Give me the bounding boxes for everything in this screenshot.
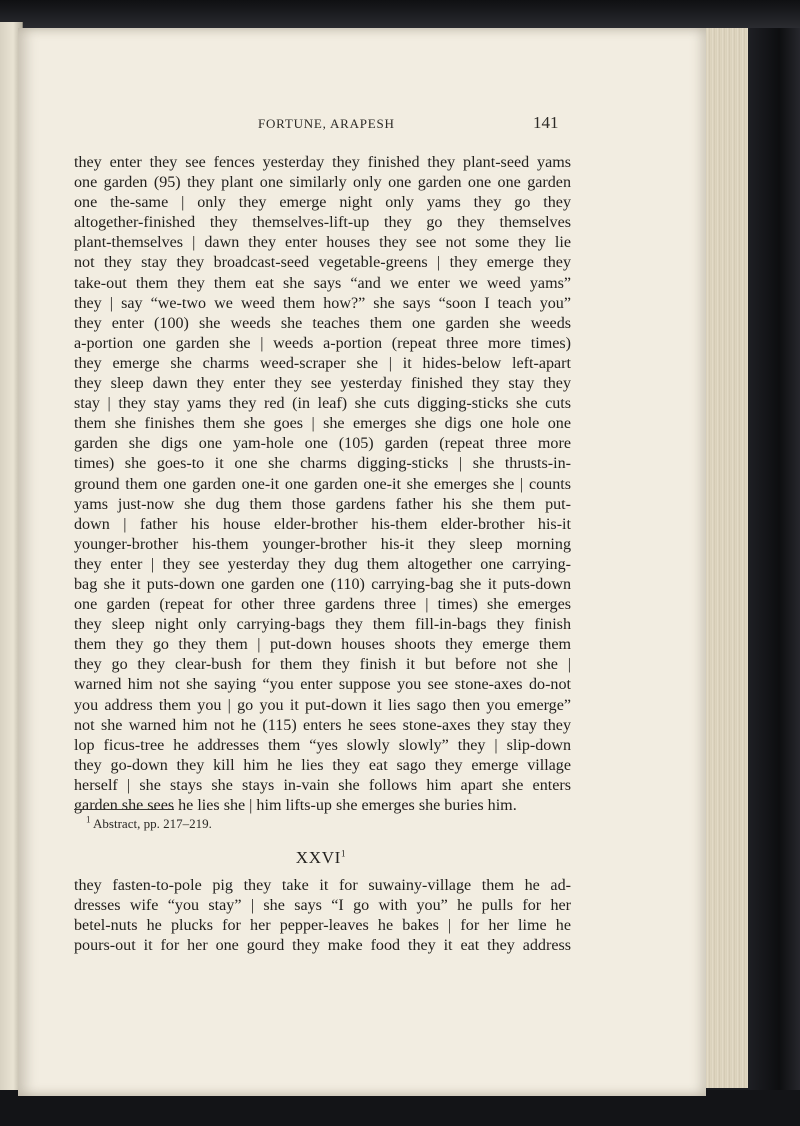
- text-line: one garden (repeat for other three gardens three | times) she emerges: [74, 596, 571, 614]
- text-line: times) she goes-to it one she charms digging-sticks | she thrusts-in-: [74, 455, 571, 473]
- text-line: they go-down they kill him he lies they eat sago they emerge village: [74, 756, 571, 774]
- section-heading-footnote-marker: 1: [341, 848, 347, 859]
- text-line: they go they clear-bush for them they finish it but before not she |: [74, 656, 571, 674]
- section-text-block: [74, 876, 571, 956]
- section-text-line: they fasten-to-pole pig they take it for suwainy-village them he ad-: [74, 877, 571, 894]
- text-line: down | father his house elder-brother his-them elder-brother his-it: [74, 515, 571, 533]
- text-line: they sleep dawn they enter they see yesterday finished they stay they: [74, 375, 571, 393]
- text-line: herself | she stays she stays in-vain she follows him apart she enters: [74, 776, 571, 794]
- section-text-line: pours-out it for her one gourd they make food they it eat they address: [74, 937, 571, 955]
- text-line: plant-themselves | dawn they enter houses they see not some they lie: [74, 234, 571, 252]
- footnote-divider: [74, 809, 174, 810]
- page-number: 141: [533, 113, 559, 132]
- section-text-line: dresses wife “you stay” | she says “I go with you” he pulls for her: [74, 897, 571, 915]
- text-line: younger-brother his-them younger-brother his-it they sleep morning: [74, 535, 571, 553]
- book-cover-edge: [748, 28, 800, 1098]
- text-line: stay | they stay yams they red (in leaf) she cuts digging-sticks she cuts: [74, 395, 571, 413]
- text-line: you address them you | go you it put-down it lies sago then you emerge”: [74, 696, 571, 714]
- text-line: they | say “we-two we weed them how?” she says “soon I teach you”: [74, 294, 571, 312]
- text-line: bag she it puts-down one garden one (110) carrying-bag she it puts-down: [74, 575, 571, 593]
- text-line: one the-same | only they emerge night only yams they go they: [74, 194, 571, 212]
- footnote: [86, 816, 212, 832]
- text-line: altogether-finished they themselves-lift-up they go they themselves: [74, 214, 571, 232]
- text-line: ground them one garden one-it one garden one-it she emerges she | counts: [74, 475, 571, 493]
- text-line: garden she digs one yam-hole one (105) garden (repeat three more: [74, 435, 571, 453]
- text-line: they enter (100) she weeds she teaches them one garden she weeds: [74, 314, 571, 332]
- text-line: warned him not she saying “you enter suppose you see stone-axes do-not: [74, 676, 571, 694]
- text-line: them they go they them | put-down houses shoots they emerge them: [74, 636, 571, 654]
- text-line: lop ficus-tree he addresses them “yes slowly slowly” they | slip-down: [74, 736, 571, 754]
- text-line: they enter | they see yesterday they dug them altogether one carrying-: [74, 555, 571, 573]
- text-line: a-portion one garden she | weeds a-portion (repeat three more times): [74, 334, 571, 352]
- text-line: garden she sees he lies she | him lifts-up she emerges she buries him.: [74, 797, 517, 814]
- text-line: yams just-now she dug them those gardens father his she them put-: [74, 495, 571, 513]
- section-heading: [18, 848, 624, 868]
- text-line: not she warned him not he (115) enters he sees stone-axes they stay they: [74, 716, 571, 734]
- text-line: not they stay they broadcast-seed vegetable-greens | they emerge they: [74, 254, 571, 272]
- text-line: they enter they see fences yesterday they finished they plant-seed yams: [74, 154, 571, 171]
- book-page: [18, 28, 706, 1096]
- section-text-line: betel-nuts he plucks for her pepper-leaves he bakes | for her lime he: [74, 917, 571, 935]
- text-line: they sleep night only carrying-bags they them fill-in-bags they finish: [74, 616, 571, 634]
- running-title: FORTUNE, ARAPESH: [258, 116, 395, 131]
- section-heading-text: XXVI: [295, 848, 342, 867]
- text-line: them she finishes them she goes | she emerges she digs one hole one: [74, 415, 571, 433]
- text-line: they emerge she charms weed-scraper she | it hides-below left-apart: [74, 354, 571, 372]
- footnote-text: Abstract, pp. 217–219.: [93, 816, 212, 831]
- text-line: take-out them they them eat she says “and we enter we weed yams”: [74, 274, 571, 292]
- main-text-block: [74, 153, 571, 816]
- text-line: one garden (95) they plant one similarly only one garden one one garden: [74, 174, 571, 192]
- footnote-marker: 1: [86, 814, 91, 825]
